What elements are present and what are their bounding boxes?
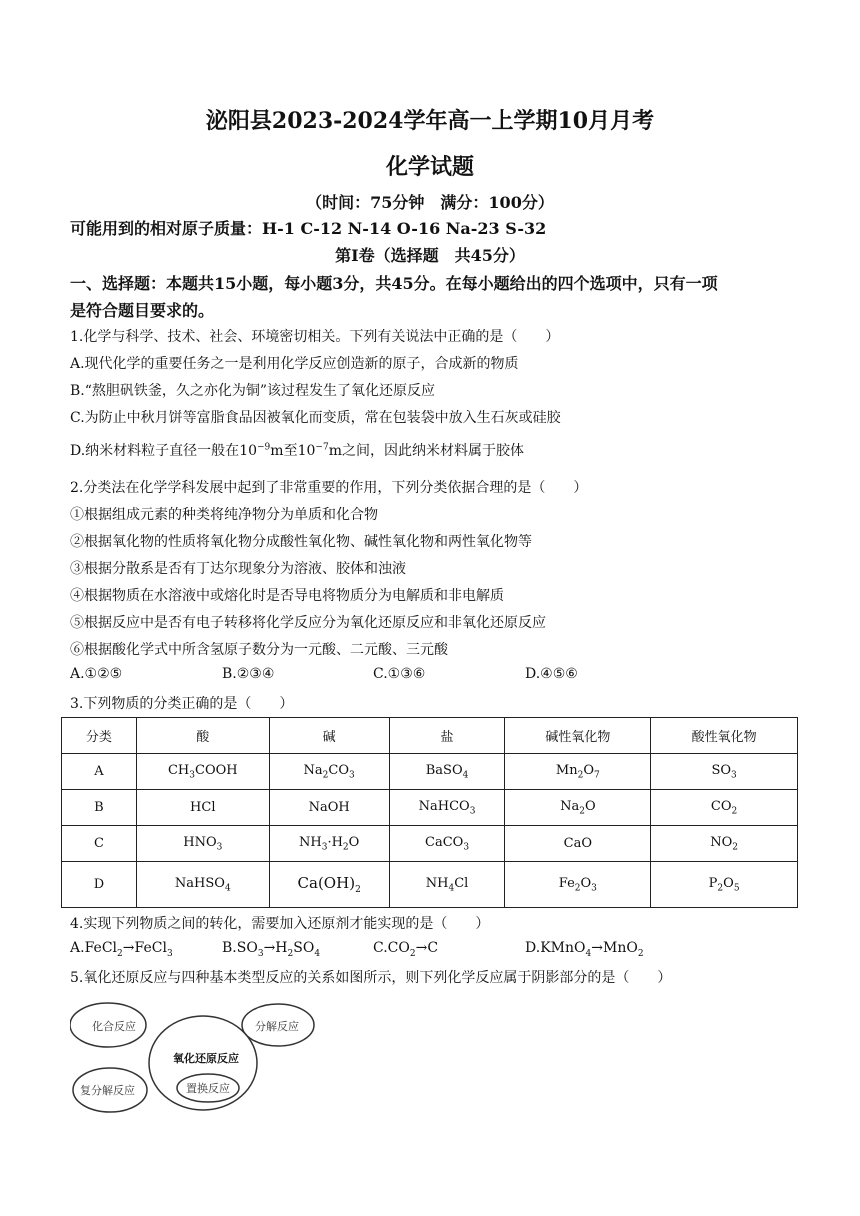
q3-stem: 3.下列物质的分类正确的是（ ） [70,696,294,712]
q4-option-b: $B.SO_3\to H_2SO_4$ [222,940,321,959]
q2-option-a: A.①②⑤ [70,666,123,682]
q2-statement-4: ④根据物质在水溶液中或熔化时是否导电将物质分为电解质和非电解质 [70,588,504,604]
q2-statement-2: ②根据氧化物的性质将氧化物分成酸性氧化物、碱性氧化物和两性氧化物等 [70,534,532,550]
q1-d-base1: 10 [239,443,258,459]
label-combination: 化合反应 [92,1020,136,1033]
q1-d-unit1: m [270,443,284,459]
q5-stem: 5.氧化还原反应与四种基本类型反应的关系如图所示，则下列化学反应属于阴影部分的是（ ） [70,970,672,986]
table-row [62,790,798,826]
table-cell: $Na_2CO_3$ [269,754,389,790]
q2-statement-6: ⑥根据酸化学式中所含氢原子数分为一元酸、二元酸、三元酸 [70,642,448,658]
table-cell: A [62,754,137,790]
label-decomposition: 分解反应 [255,1020,299,1033]
table-header-row [62,718,798,754]
table-row [62,826,798,862]
table-header-cell: 碱性氧化物 [505,718,651,754]
q2-option-b: B.②③④ [222,666,275,682]
q1-option-d [70,440,524,460]
q1-option-b: B.“熬胆矾铁釜，久之亦化为铜”该过程发生了氧化还原反应 [70,383,436,399]
table-cell: $Ca(OH)_2$ [269,862,389,908]
q4-option-a: A.FeCl$_2$→FeCl$_3$ [70,940,173,959]
q2-stem: 2.分类法在化学学科发展中起到了非常重要的作用，下列分类依据合理的是（ ） [70,480,588,496]
table-cell: $SO_3$ [651,754,798,790]
reaction-venn-diagram [70,990,320,1115]
table-row [62,862,798,908]
table-cell: $Mn_2O_7$ [505,754,651,790]
q1-option-a: A.现代化学的重要任务之一是利用化学反应创造新的原子，合成新的物质 [70,356,519,372]
label-redox: 氧化还原反应 [173,1052,239,1065]
q2-statement-3: ③根据分散系是否有丁达尔现象分为溶液、胶体和浊液 [70,561,406,577]
table-cell: $CO_2$ [651,790,798,826]
exam-info: （时间：75分钟 满分：100分） [306,193,554,212]
table-cell: BaSO$_4$ [389,754,505,790]
q1-d-exp1: −9 [257,442,271,453]
table-header-cell: 酸性氧化物 [651,718,798,754]
q1-d-unit2: m [328,443,342,459]
table-cell: $CH_3COOH$ [136,754,269,790]
table-cell: NaHSO$_4$ [136,862,269,908]
volume-heading: 第I卷（选择题 共45分） [335,246,525,265]
q4-stem: 4.实现下列物质之间的转化，需要加入还原剂才能实现的是（ ） [70,916,490,932]
q2-statement-1: ①根据组成元素的种类将纯净物分为单质和化合物 [70,507,378,523]
table-cell: CaCO$_3$ [389,826,505,862]
q2-option-d: D.④⑤⑥ [525,666,578,682]
table-cell: $NH_3\cdot H_2O$ [269,826,389,862]
table-cell: NaOH [269,790,389,826]
label-double-decomposition: 复分解反应 [80,1084,135,1097]
table-cell: $P_2O_5$ [651,862,798,908]
table-cell: B [62,790,137,826]
q1-stem: 1.化学与科学、技术、社会、环境密切相关。下列有关说法中正确的是（ ） [70,329,560,345]
q1-d-exp2: −7 [315,442,329,453]
exam-title: 泌阳县2023-2024学年高一上学期10月月考 [205,108,655,134]
table-header-cell: 碱 [269,718,389,754]
q2-option-c: C.①③⑥ [373,666,426,682]
label-displacement: 置换反应 [186,1082,230,1095]
table-cell: $NO_2$ [651,826,798,862]
q4-option-c: $C.CO_2\to C$ [373,940,439,959]
section-instruction-2: 是符合题目要求的。 [70,301,215,320]
table-cell: HCl [136,790,269,826]
table-header-cell: 盐 [389,718,505,754]
atomic-masses: 可能用到的相对原子质量：H-1 C-12 N-14 O-16 Na-23 S-32 [70,219,547,238]
classification-table [61,717,798,908]
table-cell: C [62,826,137,862]
table-cell: $Na_2O$ [505,790,651,826]
q1-d-prefix: D.纳米材料粒子直径一般在 [70,443,240,459]
table-cell: $Fe_2O_3$ [505,862,651,908]
table-cell: D [62,862,137,908]
table-row [62,754,798,790]
table-cell: $NH_4Cl$ [389,862,505,908]
table-cell: CaO [505,826,651,862]
section-instruction-1: 一、选择题：本题共15小题，每小题3分，共45分。在每小题给出的四个选项中，只有一项 [70,274,718,293]
table-header-cell: 酸 [136,718,269,754]
subject-title: 化学试题 [385,154,474,180]
q1-d-mid: 至 [283,443,298,459]
q1-option-c: C.为防止中秋月饼等富脂食品因被氧化而变质，常在包装袋中放入生石灰或硅胶 [70,410,561,426]
q1-d-suffix: 之间，因此纳米材料属于胶体 [341,443,524,459]
table-cell: $HNO_3$ [136,826,269,862]
q2-statement-5: ⑤根据反应中是否有电子转移将化学反应分为氧化还原反应和非氧化还原反应 [70,615,546,631]
q4-option-d: D.KMnO$_4$→MnO$_2$ [525,940,644,959]
q1-d-base2: 10 [297,443,316,459]
table-header-cell: 分类 [62,718,137,754]
table-cell: NaHCO$_3$ [389,790,505,826]
